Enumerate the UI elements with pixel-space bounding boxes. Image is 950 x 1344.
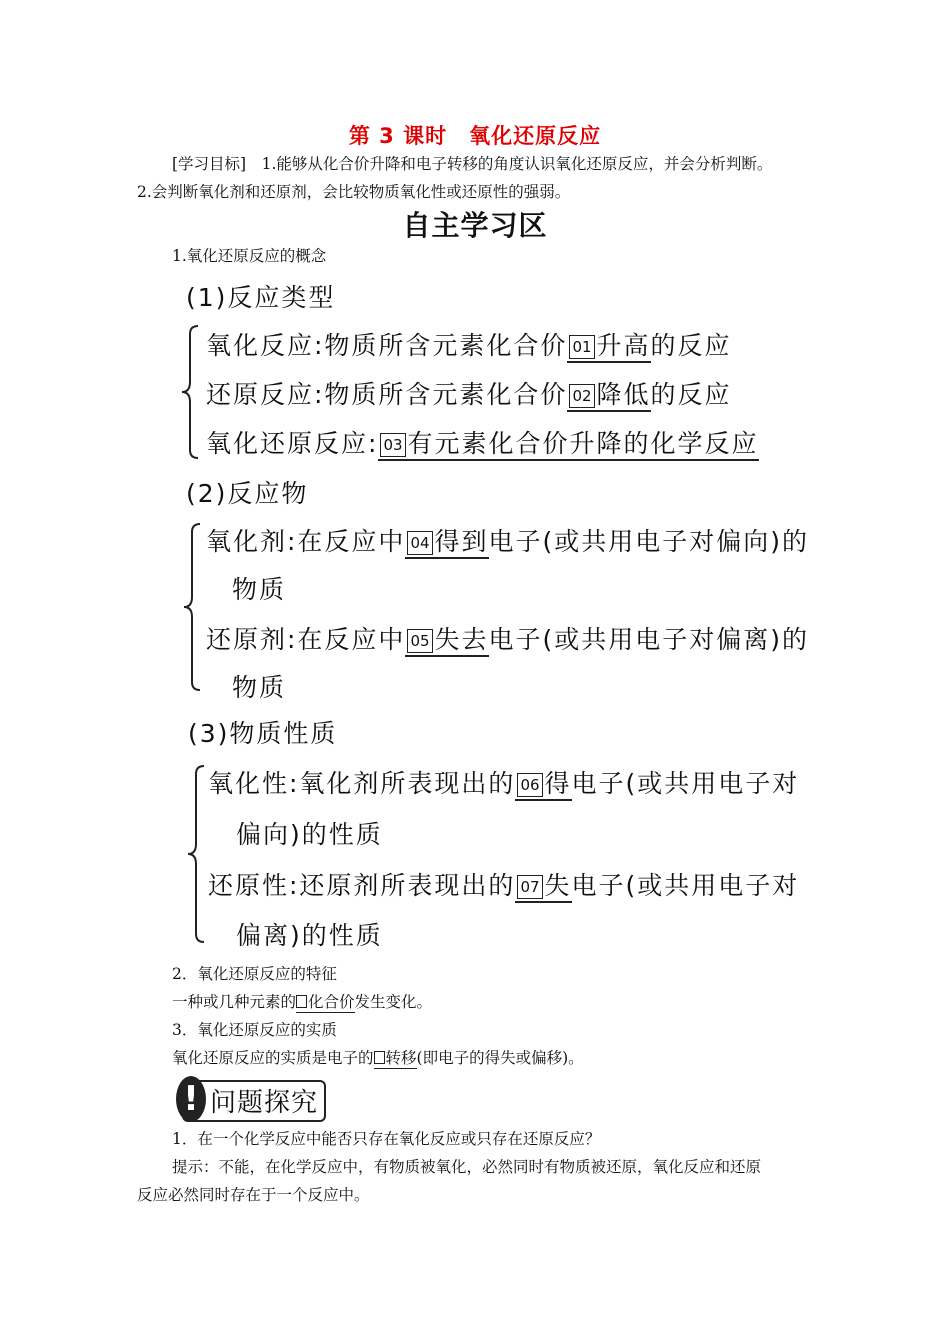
oxidation-prefix: 氧化反应:物质所含元素化合价 [206, 331, 568, 360]
oxidant-line-2: 物质 [232, 575, 287, 604]
inquiry-tag-label: 问题探究 [210, 1088, 319, 1118]
oxidizing-suffix: 电子(或共用电子对 [571, 769, 800, 798]
reductant-suffix: 电子(或共用电子对偏离)的 [488, 625, 810, 654]
answer-number-02: 02 [569, 384, 594, 408]
hint-line-2: 反应必然同时存在于一个反应中。 [137, 1186, 370, 1204]
answer-number-06: 06 [517, 773, 542, 797]
answer-04: 得到 [434, 527, 489, 556]
answer-number-03: 03 [380, 433, 405, 457]
question-1: 1．在一个化学反应中能否只存在氧化反应或只存在还原反应？ [172, 1130, 601, 1148]
reducing-line [208, 866, 799, 902]
section-title: 自主学习区 [402, 209, 548, 242]
reduction-suffix: 的反应 [650, 380, 732, 409]
answer-number-01: 01 [569, 335, 594, 359]
essence-suffix: (即电子的得失或偏移)。 [416, 1049, 584, 1067]
answer-number-05: 05 [407, 629, 432, 653]
answer-02: 降低 [596, 380, 651, 409]
answer-number-07: 07 [517, 875, 542, 899]
objectives-line-2: 2.会判断氧化剂和还原剂，会比较物质氧化性或还原性的强弱。 [137, 183, 571, 201]
reductant-line-2: 物质 [232, 673, 287, 702]
inquiry-tag [176, 1076, 322, 1122]
redox-reaction-line [206, 424, 759, 460]
oxidizing-prefix: 氧化性:氧化剂所表现出的 [208, 769, 516, 798]
brace-reaction-types [178, 324, 202, 460]
answer-box-icon [296, 995, 307, 1008]
redox-prefix: 氧化还原反应: [206, 429, 379, 458]
feature-suffix: 发生变化。 [354, 993, 433, 1011]
brace-reactants [180, 522, 204, 692]
oxidation-suffix: 的反应 [650, 331, 732, 360]
answer-07: 失 [544, 871, 572, 900]
answer-01: 升高 [596, 331, 651, 360]
reductant-prefix: 还原剂:在反应中 [206, 625, 406, 654]
objectives-line-1: [学习目标] 1.能够从化合价升降和电子转移的角度认识氧化还原反应，并会分析判断。 [172, 155, 773, 173]
essence-answer: 转移 [385, 1049, 417, 1067]
oxidizing-line [208, 764, 799, 800]
oxidizing-line-2: 偏向)的性质 [236, 820, 383, 849]
reaction-types-heading: (1)反应类型 [186, 283, 336, 312]
oxidation-reaction-line [206, 326, 732, 362]
concept-heading: 1.氧化还原反应的概念 [172, 247, 327, 265]
feature-answer: 化合价 [308, 993, 355, 1011]
answer-box-icon [374, 1051, 385, 1064]
reducing-suffix: 电子(或共用电子对 [571, 871, 800, 900]
reductant-line [206, 620, 809, 656]
feature-heading: 2．氧化还原反应的特征 [172, 965, 337, 983]
reactants-heading: (2)反应物 [186, 479, 309, 508]
feature-line [172, 990, 432, 1012]
reducing-prefix: 还原性:还原剂所表现出的 [208, 871, 516, 900]
feature-prefix: 一种或几种元素的 [172, 993, 297, 1011]
answer-number-04: 04 [407, 531, 432, 555]
essence-heading: 3．氧化还原反应的实质 [172, 1021, 337, 1039]
essence-line [172, 1046, 584, 1068]
reduction-prefix: 还原反应:物质所含元素化合价 [206, 380, 568, 409]
reducing-line-2: 偏离)的性质 [236, 921, 383, 950]
page-title: 第 3 课时 氧化还原反应 [348, 124, 602, 148]
answer-06: 得 [544, 769, 572, 798]
essence-prefix: 氧化还原反应的实质是电子的 [172, 1049, 374, 1067]
reduction-reaction-line [206, 375, 732, 411]
oxidant-prefix: 氧化剂:在反应中 [206, 527, 406, 556]
exclamation-mark: ! [183, 1079, 199, 1119]
properties-heading: (3)物质性质 [188, 719, 338, 748]
brace-properties [184, 764, 208, 944]
answer-03: 有元素化合价升降的化学反应 [407, 429, 759, 458]
oxidant-line [206, 522, 809, 558]
oxidant-suffix: 电子(或共用电子对偏向)的 [488, 527, 810, 556]
answer-05: 失去 [434, 625, 489, 654]
hint-line-1: 提示：不能，在化学反应中，有物质被氧化，必然同时有物质被还原，氧化反应和还原 [172, 1158, 762, 1176]
